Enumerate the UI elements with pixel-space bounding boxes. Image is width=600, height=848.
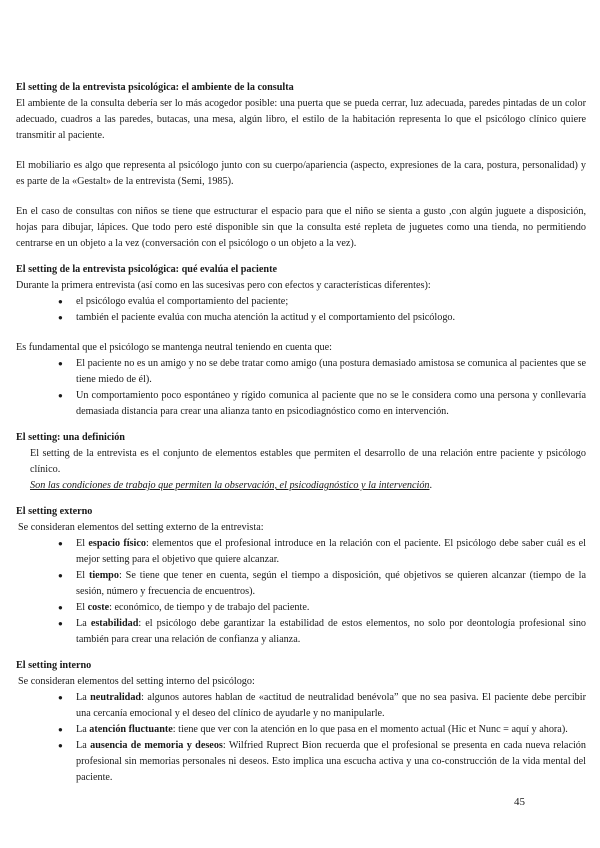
section-heading-definicion: El setting: una definición <box>16 432 125 443</box>
list-item: ● el psicólogo evalúa el comportamiento del paciente; <box>16 294 586 310</box>
list-item: ● Un comportamiento poco espontáneo y rígido comunica al paciente que no se le considera como una persona y conllevaría demasiada distancia para crear una alianza tanto en psicodiagnóstico como en intervención. <box>16 388 586 420</box>
paragraph-definicion: El setting de la entrevista es el conjunto de elementos estables que permiten el desarrollo de una relación entre paciente y psicólogo clínico. <box>30 448 586 475</box>
bullet-list-evalua <box>16 294 586 326</box>
paragraph-ninos: En el caso de consultas con niños se tiene que estructurar el espacio para que el niño se sienta a gusto ,con algún juguete a disposición, hojas para dibujar, lápices. Que todo pero esté disponible sin que la consulta esté repleta de juguetes como una tienda, no permitiendo centrarse en un objeto a la vez (conversación con el psicólogo o un objeto a la vez). <box>16 206 586 249</box>
section-heading-ambiente: El setting de la entrevista psicológica: el ambiente de la consulta <box>16 82 294 93</box>
list-item: ● El paciente no es un amigo y no se debe tratar como amigo (una postura demasiado amistosa se comunica al pacientes que se tiene miedo de él). <box>16 356 586 388</box>
paragraph-condiciones <box>16 478 586 494</box>
section-heading-externo: El setting externo <box>16 506 93 517</box>
bullet-list-externo <box>16 536 586 648</box>
paragraph-neutral: Es fundamental que el psicólogo se mantenga neutral teniendo en cuenta que: <box>16 342 332 353</box>
list-item: ● La estabilidad: el psicólogo debe garantizar la estabilidad de estos elementos, no solo por deontología profesional sino también para crear una relación de confianza y alianza. <box>16 616 586 648</box>
list-item: ● La neutralidad: algunos autores hablan de «actitud de neutralidad benévola” que no sea pasiva. El paciente debe percibir una cercanía emocional y el deseo del clínico de ayudarle y no manipularle. <box>16 690 586 722</box>
list-item: ● El espacio físico: elementos que el profesional introduce en la relación con el paciente. El psicólogo debe saber cuál es el mejor setting para el objetivo que quiere alcanzar. <box>16 536 586 568</box>
paragraph-interno-intro: Se consideran elementos del setting interno del psicólogo: <box>18 676 255 687</box>
page-content <box>16 80 586 786</box>
list-item: ● La atención fluctuante: tiene que ver con la atención en lo que pasa en el momento actual (Hic et Nunc = aquí y ahora). <box>16 722 586 738</box>
paragraph-mobiliario: El mobiliario es algo que representa al psicólogo junto con su cuerpo/apariencia (aspecto, expresiones de la cara, postura, personalidad) y es parte de la «Gestalt» de la entrevista (Semi, 1985). <box>16 160 586 187</box>
section-heading-evalua: El setting de la entrevista psicológica: qué evalúa el paciente <box>16 264 277 275</box>
list-item: ● El tiempo: Se tiene que tener en cuenta, según el tiempo a disposición, qué objetivos se quieren alcanzar (tiempo de la sesión, número y frecuencia de encuentros). <box>16 568 586 600</box>
bullet-list-interno <box>16 690 586 786</box>
section-heading-interno: El setting interno <box>16 660 92 671</box>
page-number: 45 <box>514 796 525 808</box>
paragraph-ambiente: El ambiente de la consulta debería ser lo más acogedor posible: una puerta que se pueda cerrar, luz adecuada, paredes pintadas de un color adecuado, cuadros a las paredes, butacas, una mesa, algún libro, el estilo de la habitación representa lo que el psicólogo clínico quiere transmitir al paciente. <box>16 98 586 141</box>
condiciones-period: . <box>429 480 433 491</box>
list-item: ● también el paciente evalúa con mucha atención la actitud y el comportamiento del psicólogo. <box>16 310 586 326</box>
list-item: ● La ausencia de memoria y deseos: Wilfried Ruprect Bion recuerda que el profesional se presenta en cada nueva relación profesional sin memorias personales ni deseos. Esto implica una escucha activa y una co-construcción de la vida mental del paciente. <box>16 738 586 786</box>
list-item: ● El coste: económico, de tiempo y de trabajo del paciente. <box>16 600 586 616</box>
paragraph-externo-intro: Se consideran elementos del setting externo de la entrevista: <box>18 522 264 533</box>
paragraph-primera-entrevista: Durante la primera entrevista (así como en las sucesivas pero con efectos y características diferentes): <box>16 280 431 291</box>
condiciones-text: Son las condiciones de trabajo que permiten la observación, el psicodiagnóstico y la intervención <box>30 480 430 491</box>
bullet-list-neutral <box>16 356 586 420</box>
